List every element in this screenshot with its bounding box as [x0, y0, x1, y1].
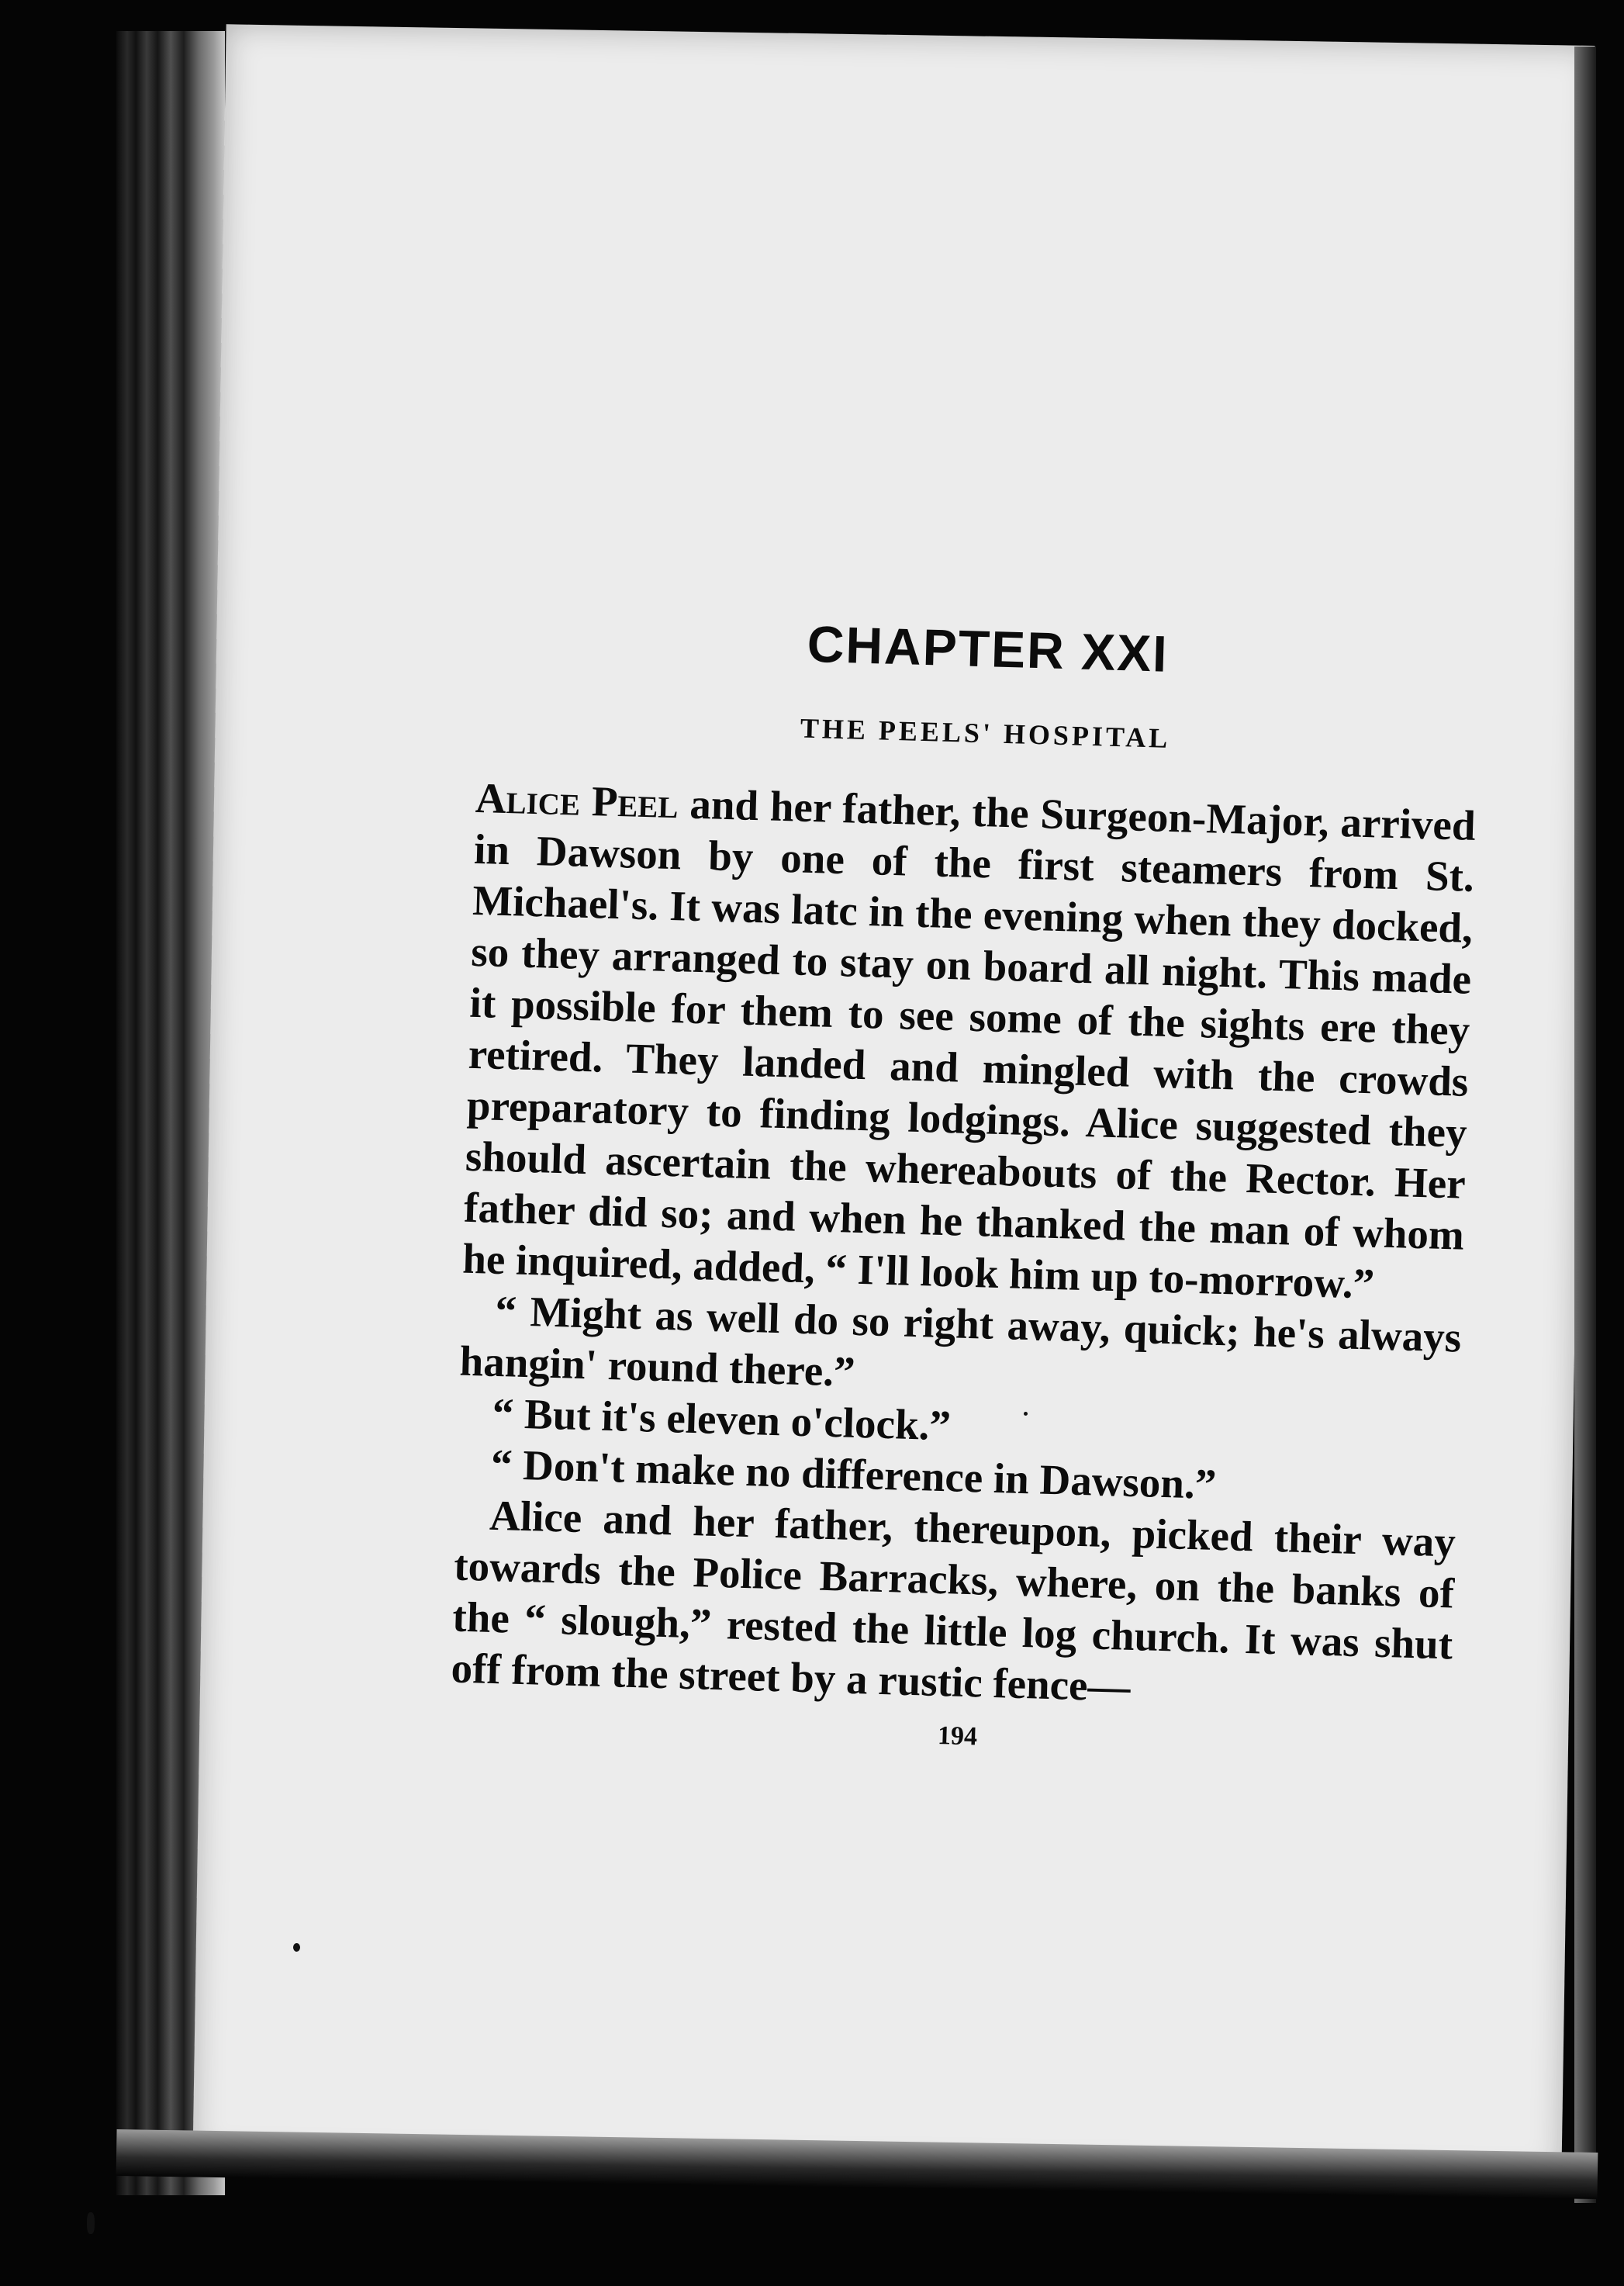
page-number: 194: [937, 1721, 978, 1752]
chapter-subtitle: THE PEELS' HOSPITAL: [800, 712, 1171, 754]
paragraph-text: and her father, the Surgeon-Major, arrived in Dawson by one of the first steamers from St. Michael's. It was latc in the evening when they docked, so they arranged to stay on board all night. This made it possible for them to see some of the sights ere they retired. They landed and mingled with the crowds preparatory to finding lodgings. Alice suggested they should ascertain the whereabouts of the Rector. Her father did so; and when he thanked the man of whom he inquired, added, “ I'll look him up to-morrow.”: [461, 780, 1477, 1308]
paragraph: “ Might as well do so right away, quick; he's always hangin' round there.”: [458, 1286, 1462, 1395]
chapter-title: CHAPTER XXI: [806, 614, 1170, 683]
paragraph-lead-in: Alice Peel: [475, 773, 679, 828]
scan-speck: [293, 1943, 300, 1952]
page-content: [449, 605, 1481, 1765]
paragraph: [462, 773, 1477, 1312]
paragraph: Alice and her father, thereupon, picked their way towards the Police Barracks, where, on the banks of the “ slough,” rested the little log church. It was shut off from the street by a rustic fence—: [450, 1491, 1456, 1710]
page-right-edge: [1574, 47, 1596, 2203]
scan-speck: [87, 2212, 95, 2234]
paragraph: “ But it's eleven o'clock.”: [492, 1389, 952, 1450]
paragraph: “ Don't make no difference in Dawson.”: [490, 1440, 1218, 1508]
